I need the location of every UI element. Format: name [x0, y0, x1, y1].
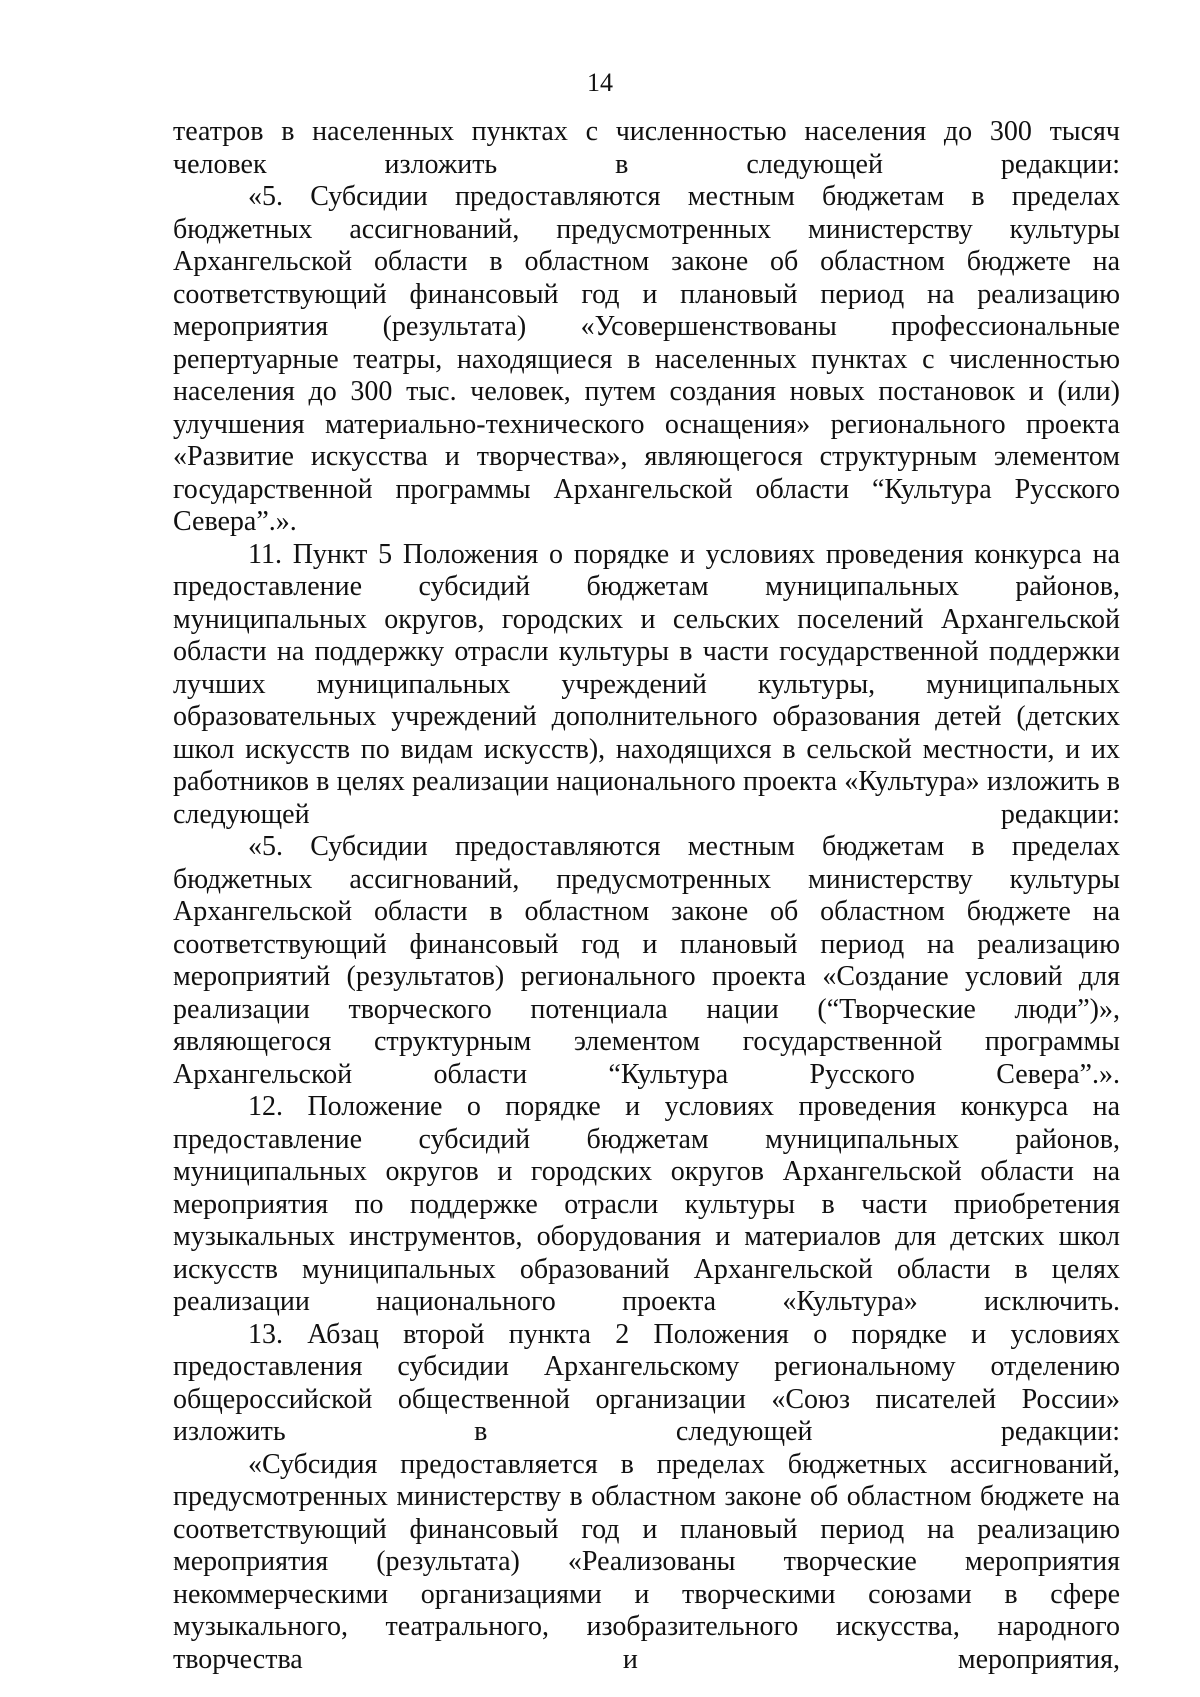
- paragraph-quote-subsidies-creative: «5. Субсидии предоставляются местным бюджетам в пределах бюджетных ассигнований, предусмотренных министерству культуры Архангельской области в областном законе об областном бюджете на соответствующий финансовый год и плановый период на реализацию мероприятий (результатов) регионального проекта «Создание условий для реализации творческого потенциала нации (“Творческие люди”)», являющегося структурным элементом государственной программы Архангельской области “Культура Русского Севера”.».: [173, 831, 1120, 1090]
- paragraph-continuation: театров в населенных пунктах с численностью населения до 300 тысяч человек изложить в следующей редакции:: [173, 116, 1120, 180]
- paragraph-item-12: 12. Положение о порядке и условиях проведения конкурса на предоставление субсидий бюджетам муниципальных районов, муниципальных округов и городских округов Архангельской области на мероприятия по поддержке отрасли культуры в части приобретения музыкальных инструментов, оборудования и материалов для детских школ искусств муниципальных образований Архангельской области в целях реализации национального проекта «Культура» исключить.: [173, 1091, 1120, 1317]
- document-body: [173, 116, 1120, 1676]
- paragraph-item-13: 13. Абзац второй пункта 2 Положения о порядке и условиях предоставления субсидии Архангельскому региональному отделению общероссийской общественной организации «Союз писателей России» изложить в следующей редакции:: [173, 1318, 1120, 1447]
- paragraph-quote-subsidies-theatres: «5. Субсидии предоставляются местным бюджетам в пределах бюджетных ассигнований, предусмотренных министерству культуры Архангельской области в областном законе об областном бюджете на соответствующий финансовый год и плановый период на реализацию мероприятия (результата) «Усовершенствованы профессиональные репертуарные театры, находящиеся в населенных пунктах с численностью населения до 300 тыс. человек, путем создания новых постановок и (или) улучшения материально-технического оснащения» регионального проекта «Развитие искусства и творчества», являющегося структурным элементом государственной программы Архангельской области “Культура Русского Севера”.».: [173, 181, 1120, 537]
- paragraph-quote-subsidy-writers: «Субсидия предоставляется в пределах бюджетных ассигнований, предусмотренных министерству в областном законе об областном бюджете на соответствующий финансовый год и плановый период на реализацию мероприятия (результата) «Реализованы творческие мероприятия некоммерческими организациями и творческими союзами в сфере музыкального, театрального, изобразительного искусства, народного творчества и мероприятия,: [173, 1448, 1120, 1675]
- page-number: 14: [587, 68, 613, 97]
- paragraph-item-11: 11. Пункт 5 Положения о порядке и условиях проведения конкурса на предоставление субсидий бюджетам муниципальных районов, муниципальных округов, городских и сельских поселений Архангельской области на поддержку отрасли культуры в части государственной поддержки лучших муниципальных учреждений культуры, муниципальных образовательных учреждений дополнительного образования детей (детских школ искусств по видам искусств), находящихся в сельской местности, и их работников в целях реализации национального проекта «Культура» изложить в следующей редакции:: [173, 538, 1120, 830]
